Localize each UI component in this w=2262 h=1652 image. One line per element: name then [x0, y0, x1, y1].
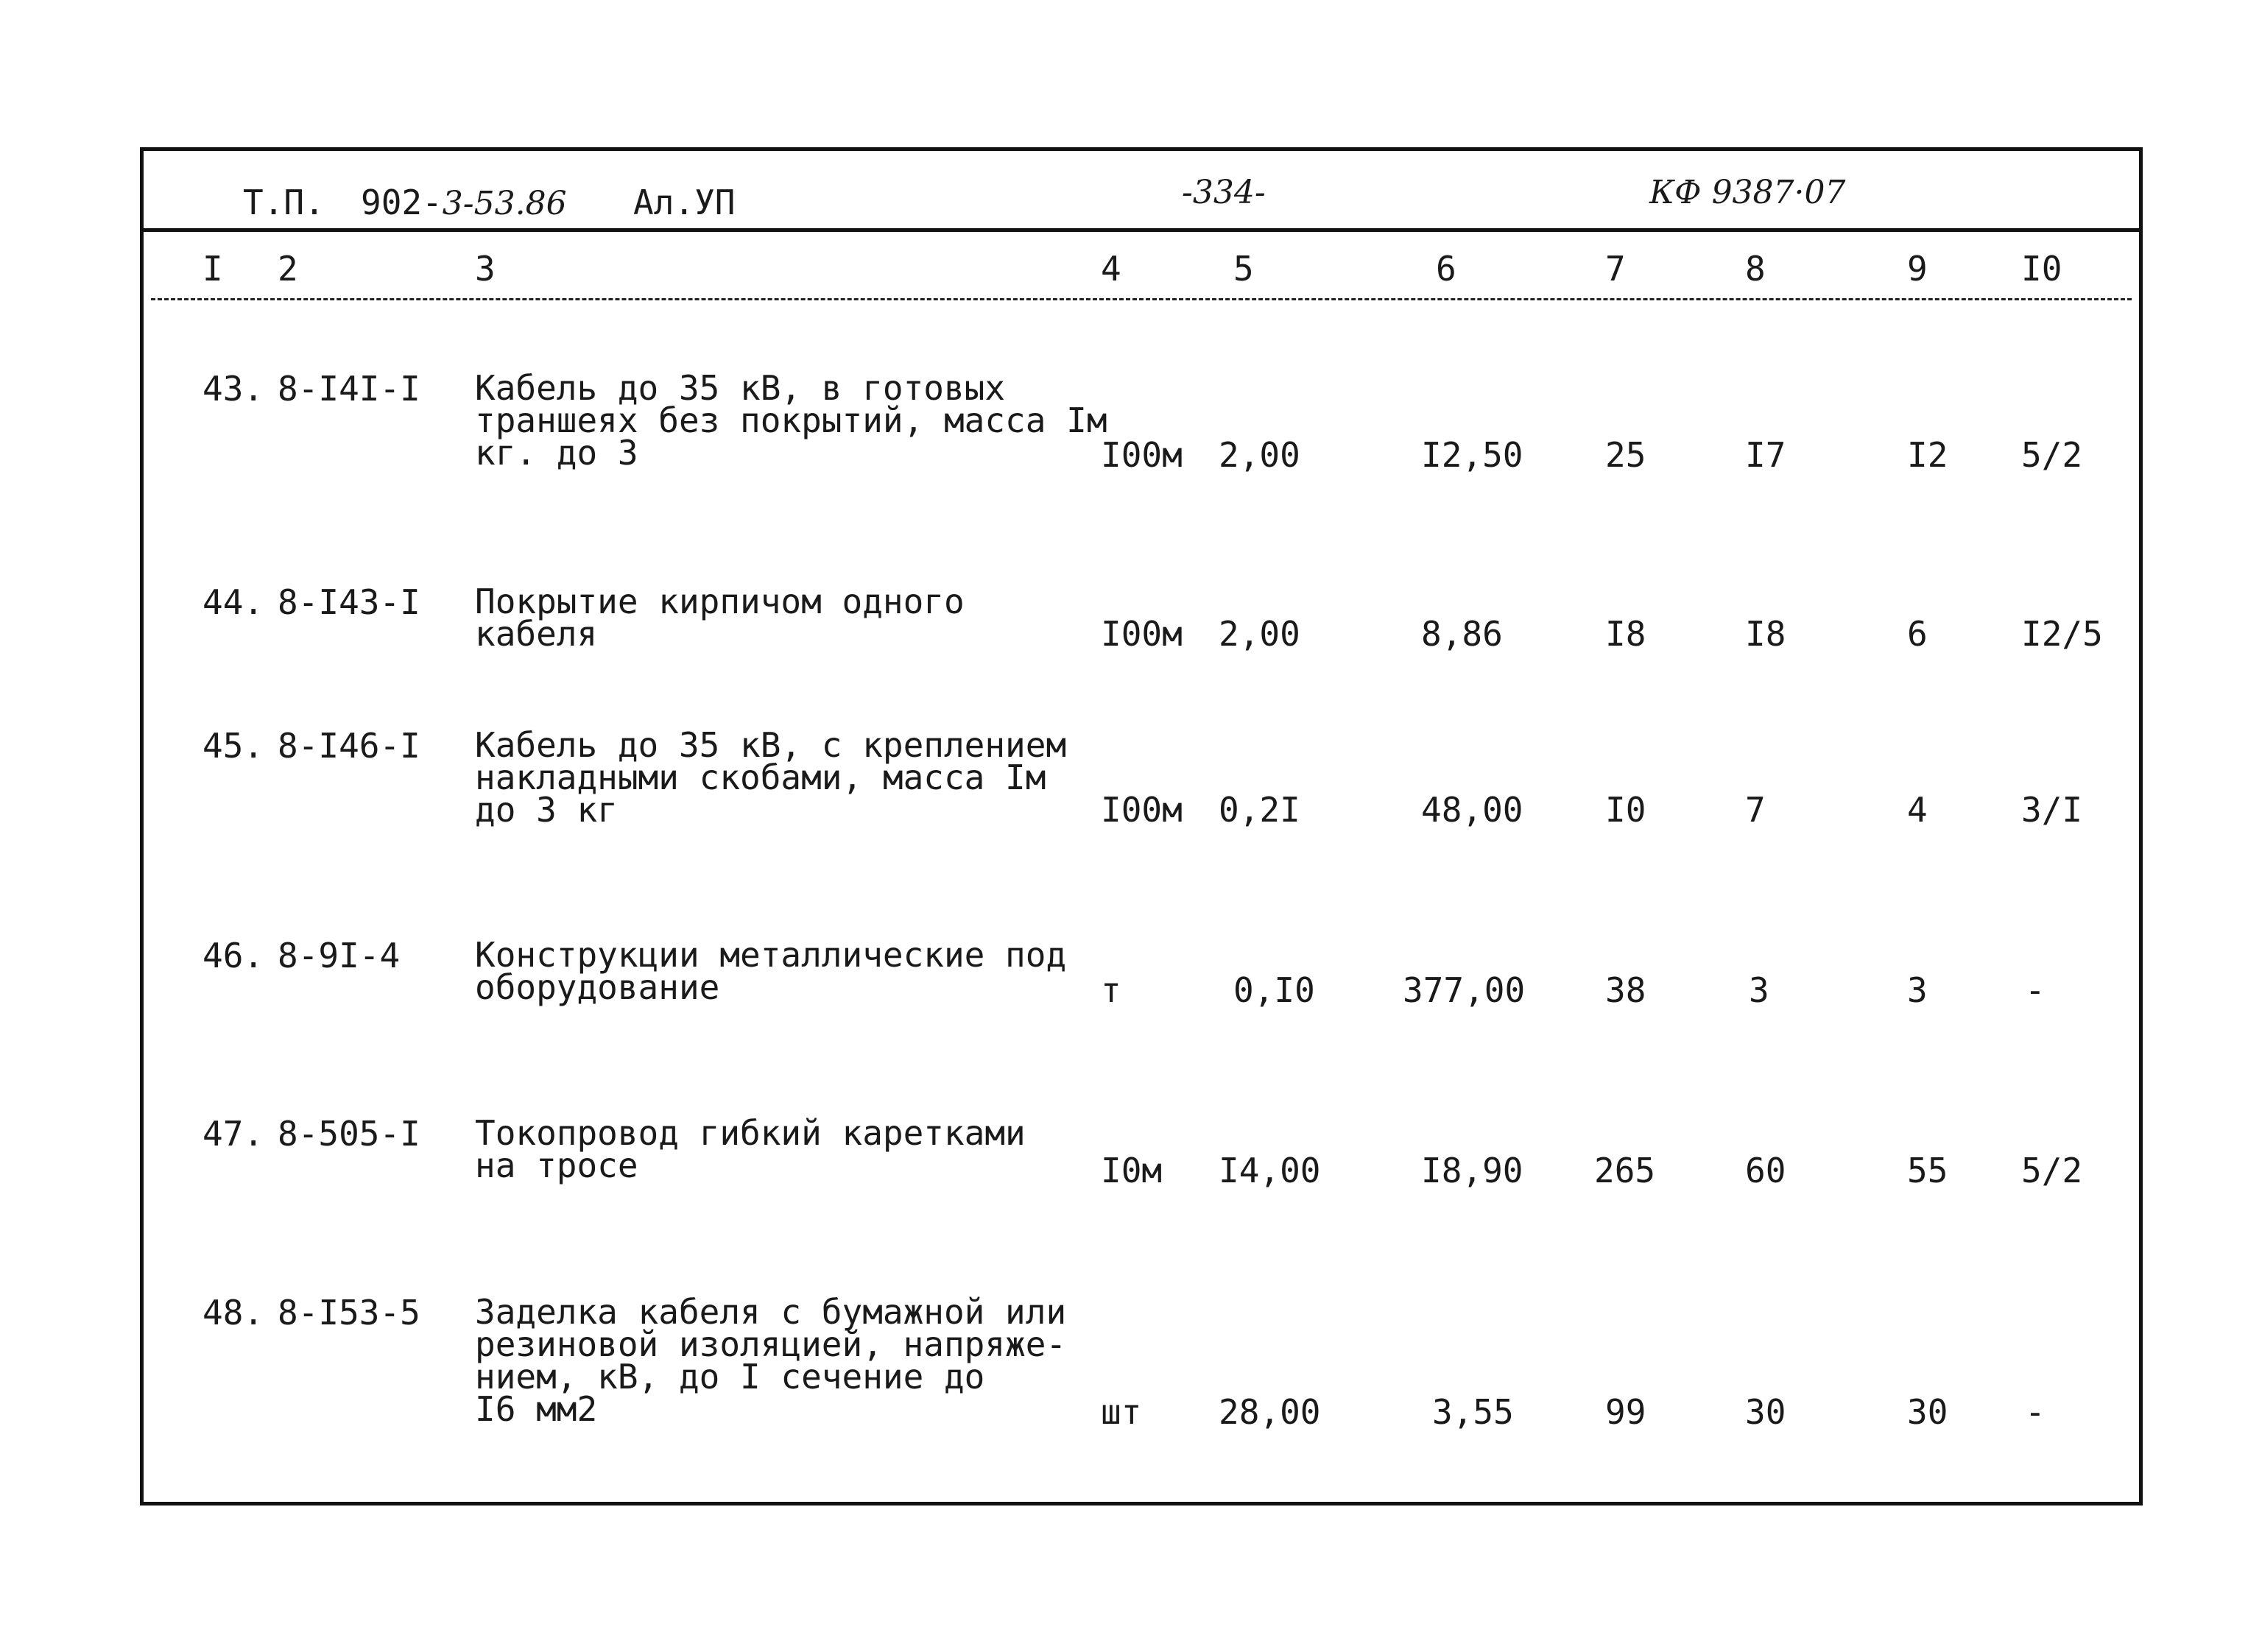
row-quantity: 28,00 — [1219, 1392, 1321, 1432]
project-number-prefix: 902- — [361, 183, 443, 222]
row-quantity: 2,00 — [1219, 435, 1300, 475]
row-col7: 265 — [1594, 1151, 1656, 1190]
row-col10: 5/2 — [2021, 435, 2083, 475]
row-code: 8-I43-I — [278, 582, 420, 622]
row-col9: 30 — [1907, 1392, 1948, 1432]
column-header-divider — [151, 298, 2132, 300]
row-col9: 55 — [1907, 1151, 1948, 1190]
row-col7: 25 — [1605, 435, 1646, 475]
row-number: 44. — [202, 582, 264, 622]
row-col8: I8 — [1745, 614, 1786, 654]
row-description: Заделка кабеля с бумажной или резиновой изоляцией, напряже- нием, кВ, до I сечение до I6 мм2 — [475, 1292, 1067, 1429]
row-description: Кабель до 35 кВ, с креплением накладными скобами, масса Iм до 3 кг — [475, 725, 1067, 830]
row-unit: I0м — [1101, 1151, 1163, 1190]
page-number: -334- — [1182, 174, 1266, 211]
row-col9: 4 — [1907, 790, 1928, 830]
column-header-10: I0 — [2021, 249, 2062, 289]
row-col7: I8 — [1605, 614, 1646, 654]
row-price: I8,90 — [1421, 1151, 1523, 1190]
header-divider — [144, 228, 2139, 232]
row-price: 3,55 — [1432, 1392, 1514, 1432]
row-col9: 6 — [1907, 614, 1928, 654]
row-unit: I00м — [1101, 614, 1183, 654]
row-quantity: 2,00 — [1219, 614, 1300, 654]
row-description: Кабель до 35 кВ, в готовых траншеях без покрытий, масса Iм кг. до 3 — [475, 368, 1107, 473]
column-header-4: 4 — [1101, 249, 1121, 289]
column-header-2: 2 — [278, 249, 298, 289]
row-number: 45. — [202, 726, 264, 766]
row-description: Покрытие кирпичом одного кабеля — [475, 582, 965, 654]
row-col8: 3 — [1749, 970, 1769, 1010]
column-header-9: 9 — [1907, 249, 1928, 289]
row-col8: 60 — [1745, 1151, 1786, 1190]
row-unit: т — [1101, 970, 1121, 1010]
row-col10: 3/I — [2021, 790, 2083, 830]
row-col9: I2 — [1907, 435, 1948, 475]
row-price: 8,86 — [1421, 614, 1503, 654]
row-description: Конструкции металлические под оборудование — [475, 935, 1067, 1007]
row-unit: шт — [1101, 1392, 1142, 1432]
row-code: 8-I4I-I — [278, 369, 420, 409]
project-number-handwritten: 3-53.86 — [442, 185, 567, 222]
row-col10: - — [2025, 1392, 2046, 1432]
row-unit: I00м — [1101, 790, 1183, 830]
row-col7: 99 — [1605, 1392, 1646, 1432]
row-col8: 30 — [1745, 1392, 1786, 1432]
row-quantity: 0,I0 — [1233, 970, 1315, 1010]
row-price: 48,00 — [1421, 790, 1523, 830]
row-col10: I2/5 — [2021, 614, 2103, 654]
row-number: 46. — [202, 936, 264, 975]
row-code: 8-I53-5 — [278, 1293, 420, 1332]
stamp-code: КФ 9387·07 — [1649, 174, 1846, 211]
row-col7: 38 — [1605, 970, 1646, 1010]
column-header-3: 3 — [475, 249, 496, 289]
row-quantity: I4,00 — [1219, 1151, 1321, 1190]
row-col8: I7 — [1745, 435, 1786, 475]
row-col7: I0 — [1605, 790, 1646, 830]
row-code: 8-505-I — [278, 1114, 420, 1154]
column-header-5: 5 — [1233, 249, 1254, 289]
column-header-6: 6 — [1436, 249, 1456, 289]
doc-code: Т.П. — [243, 183, 325, 222]
row-col8: 7 — [1745, 790, 1766, 830]
row-price: 377,00 — [1403, 970, 1526, 1010]
row-col9: 3 — [1907, 970, 1928, 1010]
row-code: 8-I46-I — [278, 726, 420, 766]
column-header-1: I — [202, 249, 223, 289]
album-label: Ал.УП — [633, 183, 736, 222]
row-number: 43. — [202, 369, 264, 409]
row-col10: - — [2025, 970, 2046, 1010]
row-number: 47. — [202, 1114, 264, 1154]
column-header-8: 8 — [1745, 249, 1766, 289]
row-description: Токопровод гибкий каретками на тросе — [475, 1113, 1026, 1185]
row-number: 48. — [202, 1293, 264, 1332]
row-col10: 5/2 — [2021, 1151, 2083, 1190]
row-code: 8-9I-4 — [278, 936, 401, 975]
row-quantity: 0,2I — [1219, 790, 1300, 830]
project-number — [361, 184, 567, 222]
document-frame — [140, 147, 2143, 1505]
row-price: I2,50 — [1421, 435, 1523, 475]
column-header-7: 7 — [1605, 249, 1626, 289]
row-unit: I00м — [1101, 435, 1183, 475]
